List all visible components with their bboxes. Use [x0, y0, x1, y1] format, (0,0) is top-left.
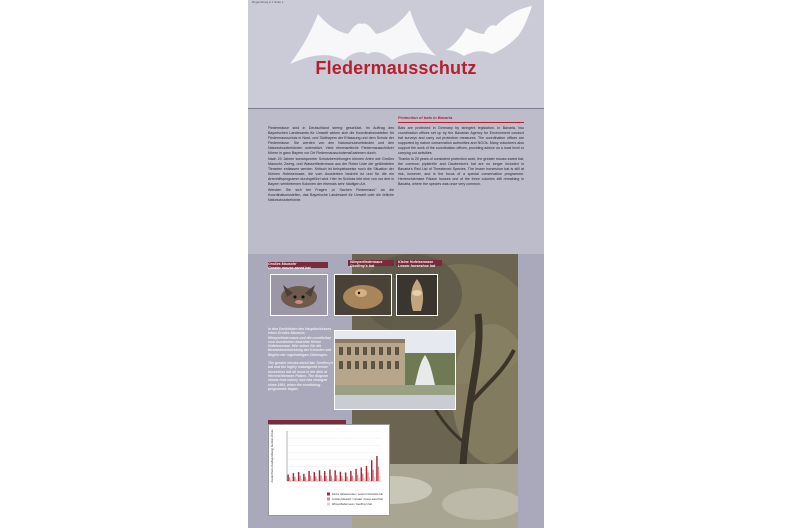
chart-bar — [298, 472, 299, 481]
legend-label: Kleine Hufeisennase / Lesser horseshoe bat — [332, 493, 383, 496]
chart-bar — [357, 475, 358, 481]
english-heading: Protection of bats in Bavaria — [398, 115, 453, 120]
chart-bar — [332, 479, 333, 482]
english-paragraph: Thanks to 20 years of consistent protection work, the greater mouse-eared bat, the common pipistrelle and Daubenton's bat are no longer included in Bavaria's Red List of Threatened Species. The lesser horseshoe bat is still at risk, however, and is the focus of a special conservation programme. Herrenchiemsee Palace houses one of the three colonies still remaining in Bavaria, where the species was once very common. — [398, 157, 524, 186]
caption-en: Greater mouse-eared bat — [268, 266, 311, 271]
chart-bar — [340, 472, 341, 481]
chart-bar — [378, 467, 379, 481]
chart-bar — [301, 479, 302, 481]
chart-bar — [341, 476, 342, 481]
chart-bar — [376, 456, 377, 481]
chart-bar — [315, 476, 316, 481]
chart-bar — [363, 478, 364, 481]
german-paragraph: Nach 20 Jahren konsequenter Schutzbemühungen können Arten wie Großes Mausohr, Zwerg- und Wasserfledermaus aus der Roten Liste der gefährdeten Tierarten entlassen werden. Kritisch ist beispielsweise noch die Situation der Kleinen Hufeisennase, die vom Aussterben bedroht ist und für die ein Artenhilfsprogramm durchgeführt wird. Hier im Schloss lebt eine von nur drei in Bayern verbliebenen Kolonien der ehemals sehr häufigen Art. — [268, 157, 394, 186]
chart-bar — [322, 479, 323, 482]
bat-photo-icon — [271, 275, 327, 315]
chart-bar — [345, 472, 346, 481]
chart-bar — [334, 470, 335, 481]
chart-bar — [346, 476, 347, 481]
chart-bar — [366, 466, 367, 481]
chart-bar — [299, 476, 300, 481]
bat-silhouette-right-icon — [444, 4, 540, 64]
colony-description-en: The greater mouse-eared bat, Geoffroy's bat and the highly endangered lesser horseshoe bat all roost in the attic at Herrenchiemsee Palace. The diagram shows how colony size has changed since 1991, when the monitoring programme began. — [268, 361, 334, 391]
colony-chart-svg — [269, 425, 389, 515]
chart-bar — [329, 470, 330, 481]
english-paragraph: Bats are protected in Germany by stringent legislation. In Bavaria, two coordination offices set up by the Bavarian Agency for Environment conduct bat surveys and carry out protection measures. The coordination offices are supported by nature conservation authorities and NGOs. Many volunteers also support the work of the coordination offices, providing advice on a local level or carrying out activities. — [398, 126, 524, 155]
chart-bar — [303, 474, 304, 481]
german-text-column — [268, 126, 394, 204]
chart-bar — [311, 479, 312, 481]
chart-bar — [320, 475, 321, 481]
legend-swatch — [327, 503, 330, 506]
photo-caption-geoffroys-bat — [350, 260, 396, 268]
photo-greater-mouse-eared-bat — [270, 274, 328, 316]
photo-caption-lesser-horseshoe — [398, 260, 444, 268]
chart-bar — [305, 477, 306, 481]
german-paragraph: Wenden Sie sich bei Fragen „in Sachen Fledermaus" an die Koordinationsstellen, das Bayerische Landesamt für Umwelt oder die örtliche Naturschutzbehörde. — [268, 188, 394, 202]
caption-de: Wimperfledermaus — [350, 260, 383, 264]
chart-bar — [287, 475, 288, 481]
chart-bar — [367, 472, 368, 481]
colony-description — [268, 327, 336, 395]
chart-bar — [293, 473, 294, 481]
poster — [248, 0, 544, 528]
chart-y-label: Anzahl Tiere (Ausflugzählung) Number of bats — [271, 429, 274, 483]
chart-bar — [336, 475, 337, 481]
chart-bar — [358, 478, 359, 481]
chart-bar — [352, 476, 353, 481]
chart-bar — [314, 472, 315, 481]
german-paragraph: Fledermäuse sind in Deutschland streng geschützt. Im Auftrag des Bayerischen Landesamts für Umwelt wirken sich die Koordinationsstellen für Fledermausschutz in Nord- und Südbayern der Erfassung und dem Schutz der Fledermäuse. Sie werden von den Naturschutzverbänden und den Naturschutzbehörden unterstützt. Viele ehrenamtliche Fledermausschützer führen in ganz Bayern vor Ort Fledermausschutzmaßnahmen durch. — [268, 126, 394, 155]
palace-illustration-icon — [335, 331, 455, 409]
caption-en: Lesser horseshoe bat — [398, 264, 436, 269]
legend-label: Großes Mausohr / Greater mouse-eared bat — [332, 498, 383, 501]
chart-bar — [361, 467, 362, 481]
chart-bar — [327, 479, 328, 481]
photo-geoffroys-bat — [334, 274, 392, 316]
english-text-column — [398, 126, 524, 188]
chart-bar — [290, 480, 291, 481]
chart-bar — [294, 477, 295, 481]
chart-bar — [369, 477, 370, 481]
english-heading-rule — [398, 122, 524, 123]
palace-photo — [334, 330, 456, 410]
chart-bar — [289, 477, 290, 481]
photo-caption-greater-mouse-eared — [268, 262, 330, 270]
caption-en: Geoffroy's bat — [350, 264, 375, 269]
chart-bar — [316, 479, 317, 481]
page-title: Fledermausschutz — [315, 58, 477, 78]
bat-photo-icon — [397, 275, 437, 315]
legend-label: Wimperfledermaus / Geoffroy's bat — [332, 503, 372, 506]
chart-bar — [372, 470, 373, 481]
chart-bar — [319, 470, 320, 481]
caption-de: Kleine Hufeisennase — [398, 260, 434, 264]
photo-lesser-horseshoe-bat — [396, 274, 438, 316]
corner-text: Regensburg A 1 Seite 1 — [252, 0, 284, 4]
chart-bar — [355, 469, 356, 481]
colony-description-de: In den Dachböden des Hauptschlosses leben Großes Mausohr, Wimperfledermaus und die unmittelbar vom Aussterben bedrohte Kleine Hufeisennase. Hier sehen Sie die Bestandsentwicklung der Kolonien seit Beginn der regelmäßigen Zählungen. — [268, 327, 332, 357]
chart-bar — [325, 476, 326, 481]
chart-bar — [374, 477, 375, 481]
chart-bar — [308, 471, 309, 481]
chart-bar — [310, 476, 311, 481]
caption-de: Großes Mausohr — [268, 262, 297, 266]
chart-bar — [337, 479, 338, 482]
chart-bar — [362, 474, 363, 481]
chart-bar — [348, 479, 349, 481]
chart-bar — [306, 479, 307, 481]
chart-bar — [379, 476, 380, 481]
chart-bar — [371, 460, 372, 481]
chart-bar — [331, 476, 332, 481]
bat-photo-icon — [335, 275, 391, 315]
chart-bar — [353, 479, 354, 482]
chart-bar — [296, 479, 297, 481]
chart-bar — [350, 471, 351, 481]
legend-swatch — [327, 498, 330, 501]
header-divider — [248, 108, 544, 109]
legend-swatch — [327, 493, 330, 496]
chart-bar — [343, 479, 344, 481]
chart-bar — [324, 471, 325, 481]
colony-chart — [268, 424, 390, 516]
